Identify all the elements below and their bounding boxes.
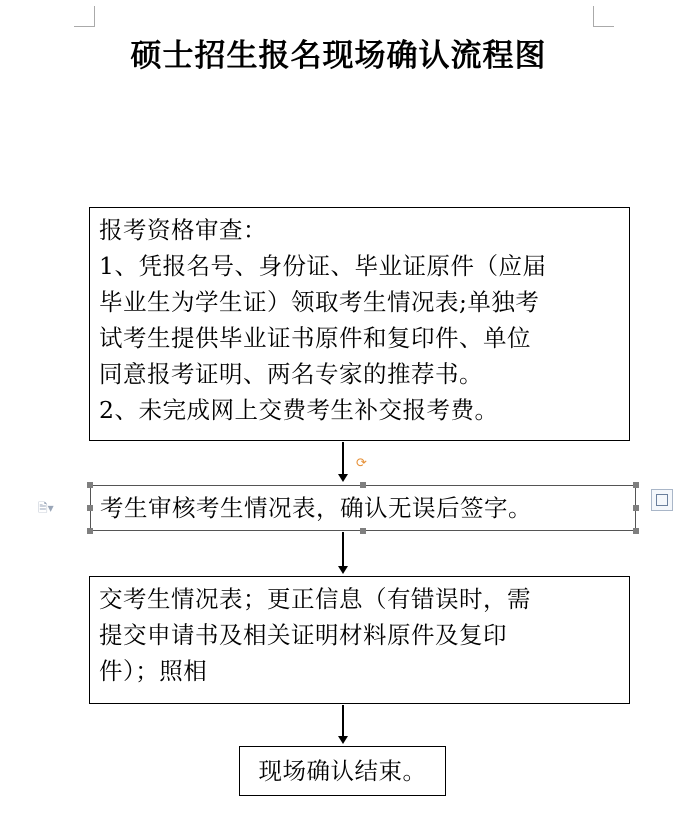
page-corner-mark-left — [74, 6, 95, 27]
step-3-line-3: 件）；照相 — [99, 657, 208, 685]
step-2-line-1: 考生审核考生情况表，确认无误后签字。 — [100, 494, 532, 522]
selection-handle-middle-right[interactable] — [633, 505, 639, 511]
selection-handle-top-center[interactable] — [360, 482, 366, 488]
selection-handle-bottom-right[interactable] — [633, 528, 639, 534]
step-1-line-4: 试考生提供毕业证书原件和复印件、单位 — [99, 324, 531, 352]
step-3-line-2: 提交申请书及相关证明材料原件及复印 — [99, 621, 507, 649]
page-options-icon[interactable]: 🗎▾ — [38, 501, 54, 515]
page-corner-mark-right — [593, 6, 614, 27]
layout-options-icon[interactable] — [651, 489, 673, 511]
step-1-line-1: 报考资格审查： — [99, 216, 267, 244]
flow-arrow-1 — [342, 442, 344, 480]
step-submit-info-box[interactable] — [89, 576, 630, 704]
step-4-line-1: 现场确认结束。 — [258, 757, 427, 785]
selection-handle-bottom-center[interactable] — [360, 528, 366, 534]
step-review-sign-box[interactable] — [90, 485, 636, 531]
step-end-box[interactable] — [239, 746, 446, 796]
step-3-line-1: 交考生情况表；更正信息（有错误时，需 — [99, 585, 531, 613]
selection-handle-top-right[interactable] — [633, 482, 639, 488]
document-title: 硕士招生报名现场确认流程图 — [130, 38, 547, 74]
step-1-line-2: 1、凭报名号、身份证、毕业证原件（应届 — [99, 252, 547, 280]
step-1-line-5: 同意报考证明、两名专家的推荐书。 — [99, 360, 483, 388]
step-1-line-6: 2、未完成网上交费考生补交报考费。 — [99, 396, 499, 424]
selection-handle-middle-left[interactable] — [87, 505, 93, 511]
flow-arrow-3 — [342, 705, 344, 742]
flow-arrow-2 — [342, 532, 344, 572]
selection-handle-top-left[interactable] — [87, 482, 93, 488]
step-qualification-review-box[interactable] — [89, 207, 630, 441]
step-1-line-3: 毕业生为学生证）领取考生情况表;单独考 — [99, 288, 540, 316]
rotate-handle-icon[interactable]: ⟳ — [356, 456, 367, 471]
selection-handle-bottom-left[interactable] — [87, 528, 93, 534]
